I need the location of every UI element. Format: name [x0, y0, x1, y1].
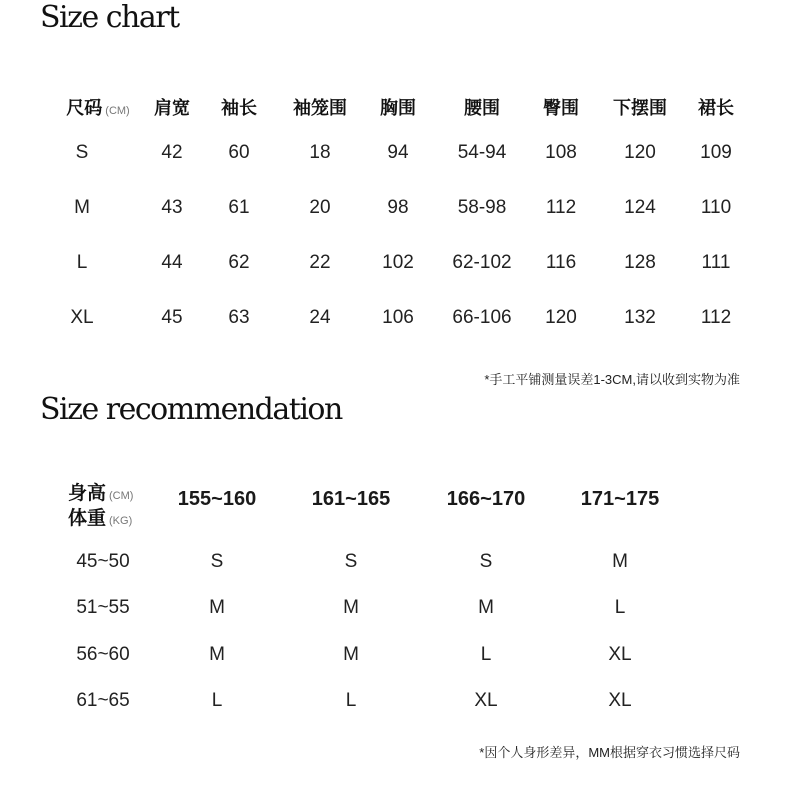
chart-cell: XL [70, 307, 94, 328]
weight-range: 56~60 [76, 644, 130, 665]
chart-cell: 109 [700, 142, 732, 163]
recommended-size: L [345, 690, 357, 711]
chart-cell: 54-94 [457, 142, 507, 163]
chart-cell: 58-98 [457, 197, 507, 218]
chart-cell: 61 [228, 197, 250, 218]
chart-header-3: 袖笼围 [293, 98, 347, 118]
recommended-size: S [210, 551, 224, 572]
recommended-size: XL [608, 690, 632, 711]
weight-range: 61~65 [76, 690, 130, 711]
chart-cell: 124 [624, 197, 656, 218]
recommended-size: L [614, 597, 626, 618]
chart-cell: 24 [309, 307, 331, 328]
recommended-size: M [343, 597, 359, 618]
recommended-size: L [480, 644, 492, 665]
chart-unit: (CM) [105, 105, 130, 117]
chart-header-0: 尺码 (CM) [66, 98, 130, 118]
weight-label: 体重 (KG) [68, 508, 133, 529]
height-range-header: 171~175 [580, 488, 660, 510]
chart-cell: 43 [161, 197, 183, 218]
chart-header-1: 肩宽 [154, 98, 190, 118]
chart-cell: M [74, 197, 90, 218]
chart-cell: 111 [701, 252, 731, 273]
chart-cell: 42 [161, 142, 183, 163]
chart-cell: 102 [382, 252, 414, 273]
chart-cell: 116 [545, 252, 577, 273]
chart-cell: 66-106 [452, 307, 512, 328]
recommended-size: M [343, 644, 359, 665]
chart-cell: 63 [228, 307, 250, 328]
recommended-size: S [344, 551, 358, 572]
height-label: 身高 (CM) [68, 483, 134, 504]
height-range-header: 155~160 [177, 488, 257, 510]
chart-cell: 112 [700, 307, 732, 328]
chart-header-8: 裙长 [698, 98, 734, 118]
chart-cell: 106 [382, 307, 414, 328]
chart-cell: 94 [387, 142, 409, 163]
weight-range: 45~50 [76, 551, 130, 572]
chart-cell: 132 [624, 307, 656, 328]
chart-cell: L [76, 252, 88, 273]
chart-cell: 98 [387, 197, 409, 218]
recommended-size: L [211, 690, 223, 711]
chart-cell: 22 [309, 252, 331, 273]
chart-header-5: 腰围 [464, 98, 500, 118]
chart-cell: 45 [161, 307, 183, 328]
chart-cell: 18 [309, 142, 331, 163]
size-recommendation-note: *因个人身形差异，MM根据穿衣习惯选择尺码 [479, 745, 740, 760]
chart-cell: 110 [700, 197, 732, 218]
chart-cell: 120 [545, 307, 577, 328]
chart-cell: 62 [228, 252, 250, 273]
chart-cell: 128 [624, 252, 656, 273]
recommended-size: M [612, 551, 628, 572]
chart-cell: 44 [161, 252, 183, 273]
size-chart-title: Size chart [40, 0, 179, 35]
height-range-header: 161~165 [311, 488, 391, 510]
recommended-size: M [209, 644, 225, 665]
chart-cell: 62-102 [452, 252, 512, 273]
recommended-size: XL [608, 644, 632, 665]
recommended-size: S [479, 551, 493, 572]
chart-cell: 20 [309, 197, 331, 218]
chart-header-6: 臀围 [543, 98, 579, 118]
chart-cell: 120 [624, 142, 656, 163]
chart-cell: 108 [545, 142, 577, 163]
chart-header-7: 下摆围 [613, 98, 667, 118]
height-range-header: 166~170 [446, 488, 526, 510]
size-recommendation-title: Size recommendation [40, 392, 342, 427]
recommended-size: XL [474, 690, 498, 711]
size-chart-note: *手工平铺测量误差1-3CM,请以收到实物为准 [484, 372, 740, 387]
chart-cell: 112 [545, 197, 577, 218]
weight-range: 51~55 [76, 597, 130, 618]
chart-header-4: 胸围 [380, 98, 416, 118]
chart-cell: 60 [228, 142, 250, 163]
chart-header-2: 袖长 [221, 98, 257, 118]
chart-cell: S [75, 142, 89, 163]
recommended-size: M [209, 597, 225, 618]
recommended-size: M [478, 597, 494, 618]
